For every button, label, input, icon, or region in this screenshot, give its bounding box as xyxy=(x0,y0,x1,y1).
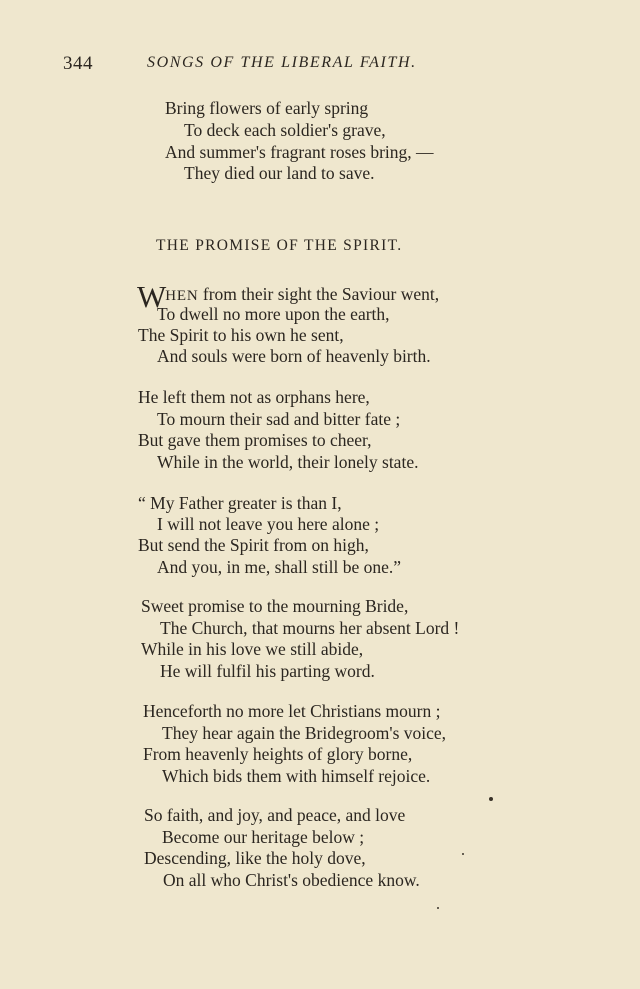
verse-line: And you, in me, shall still be one.” xyxy=(157,557,401,577)
verse-line: Which bids them with himself rejoice. xyxy=(162,766,431,786)
verse-line: Become our heritage below ; xyxy=(162,827,365,847)
verse-line: To dwell no more upon the earth, xyxy=(157,304,390,324)
verse-line: They hear again the Bridegroom's voice, xyxy=(162,723,447,743)
verse-line: Descending, like the holy dove, xyxy=(144,848,366,868)
ink-speck xyxy=(489,797,493,801)
first-line-rest: from their sight the Saviour went, xyxy=(198,284,440,304)
verse-line: He left them not as orphans here, xyxy=(138,387,370,407)
verse-line: Bring flowers of early spring xyxy=(165,98,369,118)
verse-line: The Church, that mourns her absent Lord ! xyxy=(160,618,460,638)
verse-line: To deck each soldier's grave, xyxy=(184,120,386,140)
verse-line: From heavenly heights of glory borne, xyxy=(143,744,413,764)
verse-line: While in his love we still abide, xyxy=(141,639,364,659)
verse-line: To mourn their sad and bitter fate ; xyxy=(157,409,401,429)
verse-line: Henceforth no more let Christians mourn ; xyxy=(143,701,441,721)
page-number: 344 xyxy=(63,53,93,74)
verse-line: They died our land to save. xyxy=(184,163,375,183)
verse-line: “ My Father greater is than I, xyxy=(138,493,342,513)
ink-speck xyxy=(437,907,439,909)
page-header xyxy=(0,53,640,79)
verse-line: While in the world, their lonely state. xyxy=(157,452,419,472)
first-word-rest: HEN xyxy=(165,288,199,304)
verse-line: But send the Spirit from on high, xyxy=(138,535,369,555)
running-head: SONGS OF THE LIBERAL FAITH. xyxy=(147,54,417,71)
verse-line: Sweet promise to the mourning Bride, xyxy=(141,596,409,616)
drop-cap: W xyxy=(137,279,165,314)
verse-line: He will fulfil his parting word. xyxy=(160,661,375,681)
verse-line: The Spirit to his own he sent, xyxy=(138,325,344,345)
verse-line: And summer's fragrant roses bring, — xyxy=(165,142,434,162)
ink-speck xyxy=(462,853,464,855)
poem-title: THE PROMISE OF THE SPIRIT. xyxy=(156,237,403,254)
verse-line: On all who Christ's obedience know. xyxy=(163,870,420,890)
verse-line: And souls were born of heavenly birth. xyxy=(157,346,431,366)
verse-line: But gave them promises to cheer, xyxy=(138,430,372,450)
verse-line: So faith, and joy, and peace, and love xyxy=(144,805,406,825)
verse-line: I will not leave you here alone ; xyxy=(157,514,380,534)
